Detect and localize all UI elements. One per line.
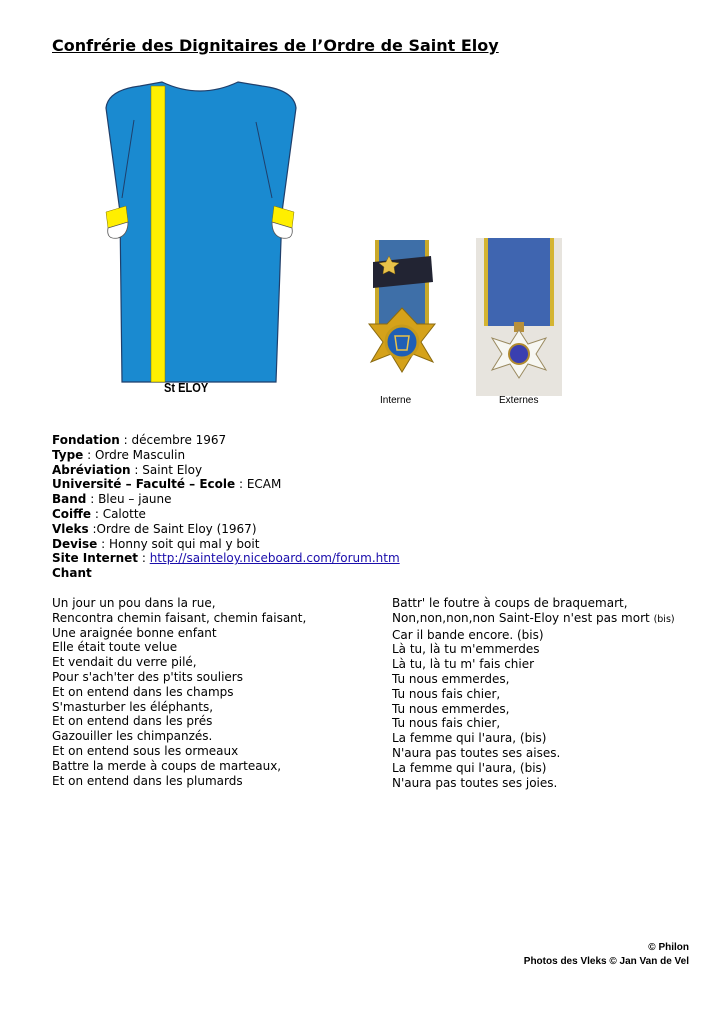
lyrics-line: La femme qui l'aura, (bis): [392, 760, 547, 775]
info-vleks: [52, 522, 400, 537]
info-value: :Ordre de Saint Eloy (1967): [88, 521, 257, 536]
lyrics-left-column: [52, 596, 306, 788]
lyrics-line: Pour s'ach'ter des p'tits souliers: [52, 669, 243, 684]
lyrics-line: Et vendait du verre pilé,: [52, 655, 197, 670]
info-chant: [52, 566, 400, 581]
lyrics-line: Et on entend dans les plumards: [52, 773, 243, 788]
info-band: [52, 492, 400, 507]
lyrics-line-text: Non,non,non,non Saint-Eloy n'est pas mort: [392, 610, 650, 625]
gown-illustration: [96, 80, 306, 400]
info-value: : Calotte: [91, 506, 146, 521]
info-label: Site Internet: [52, 551, 139, 566]
bis-marker: (bis): [653, 613, 675, 625]
medal-internal-photo: [359, 238, 445, 396]
medal-internal-caption: Interne: [380, 395, 412, 406]
info-block: [52, 433, 400, 581]
gown-body: [106, 82, 296, 382]
site-link[interactable]: http://sainteloy.niceboard.com/forum.htm: [149, 551, 400, 566]
info-site: [52, 551, 400, 566]
info-universite: [52, 477, 400, 492]
lyrics-line: Tu nous fais chier,: [392, 716, 501, 731]
lyrics-line: Battr' le foutre à coups de braquemart,: [392, 596, 628, 610]
lyrics-line: Tu nous emmerdes,: [392, 701, 510, 716]
lyrics-line: Une araignée bonne enfant: [52, 625, 217, 640]
lyrics-right-column: [392, 596, 675, 790]
medal-external-caption: Externes: [499, 395, 539, 406]
lyrics-line: Rencontra chemin faisant, chemin faisant,: [52, 610, 307, 625]
info-value: : Bleu – jaune: [86, 492, 172, 507]
info-fondation: [52, 433, 400, 448]
medal-external-photo: [476, 238, 562, 396]
info-label: Band: [52, 492, 87, 507]
ribbon-edge-left: [484, 238, 488, 326]
lyrics-line: Car il bande encore. (bis): [392, 627, 544, 642]
page-title: Confrérie des Dignitaires de l’Ordre de Saint Eloy: [52, 36, 499, 55]
info-label: Vleks: [52, 521, 89, 536]
medal-ribbon: [484, 238, 554, 326]
lyrics-line: Un jour un pou dans la rue,: [52, 596, 216, 610]
ribbon-edge-right: [425, 240, 429, 332]
lyrics-line: Gazouiller les chimpanzés.: [52, 729, 213, 744]
lyrics-line: N'aura pas toutes ses aises.: [392, 745, 561, 760]
info-value: : Saint Eloy: [130, 462, 203, 477]
lyrics-line: Tu nous emmerdes,: [392, 671, 510, 686]
lyrics-line: S'masturber les éléphants,: [52, 699, 214, 714]
info-label: Fondation: [52, 433, 120, 447]
info-devise: [52, 537, 400, 552]
info-separator: :: [138, 551, 150, 566]
info-coiffe: [52, 507, 400, 522]
info-value: : décembre 1967: [119, 433, 227, 447]
lyrics-line: N'aura pas toutes ses joies.: [392, 775, 558, 790]
lyrics-line: Et on entend sous les ormeaux: [52, 743, 239, 758]
info-label: Chant: [52, 566, 92, 581]
info-label: Coiffe: [52, 506, 92, 521]
lyrics-line: Elle était toute velue: [52, 640, 178, 655]
info-type: [52, 448, 400, 463]
info-label: Abréviation: [52, 462, 131, 477]
info-label: Type: [52, 447, 84, 462]
credit-photos: Photos des Vleks © Jan Van de Vel: [523, 955, 689, 967]
gown-caption: St ELOY: [164, 380, 209, 395]
gown-stripe: [151, 86, 165, 382]
info-value: : ECAM: [235, 477, 282, 492]
info-label: Université – Faculté – Ecole: [52, 477, 236, 492]
lyrics-line: Là tu, là tu m' fais chier: [392, 657, 535, 672]
credit-author: © Philon: [648, 942, 689, 953]
medal-center: [509, 344, 529, 364]
info-value: : Honny soit qui mal y boit: [97, 536, 260, 551]
lyrics-line: Et on entend dans les prés: [52, 714, 213, 729]
medal-center: [386, 326, 418, 358]
lyrics-line: Battre la merde à coups de marteaux,: [52, 758, 282, 773]
info-value: : Ordre Masculin: [83, 447, 186, 462]
info-abreviation: [52, 463, 400, 478]
lyrics-line: Et on entend dans les champs: [52, 684, 234, 699]
lyrics-line: Tu nous fais chier,: [392, 686, 501, 701]
lyrics-line-with-bis: [392, 611, 675, 628]
lyrics-line: Là tu, là tu m'emmerdes: [392, 642, 540, 657]
info-label: Devise: [52, 536, 98, 551]
lyrics-line: La femme qui l'aura, (bis): [392, 731, 547, 746]
footer-credits: [524, 941, 689, 968]
ribbon-edge-right: [550, 238, 554, 326]
